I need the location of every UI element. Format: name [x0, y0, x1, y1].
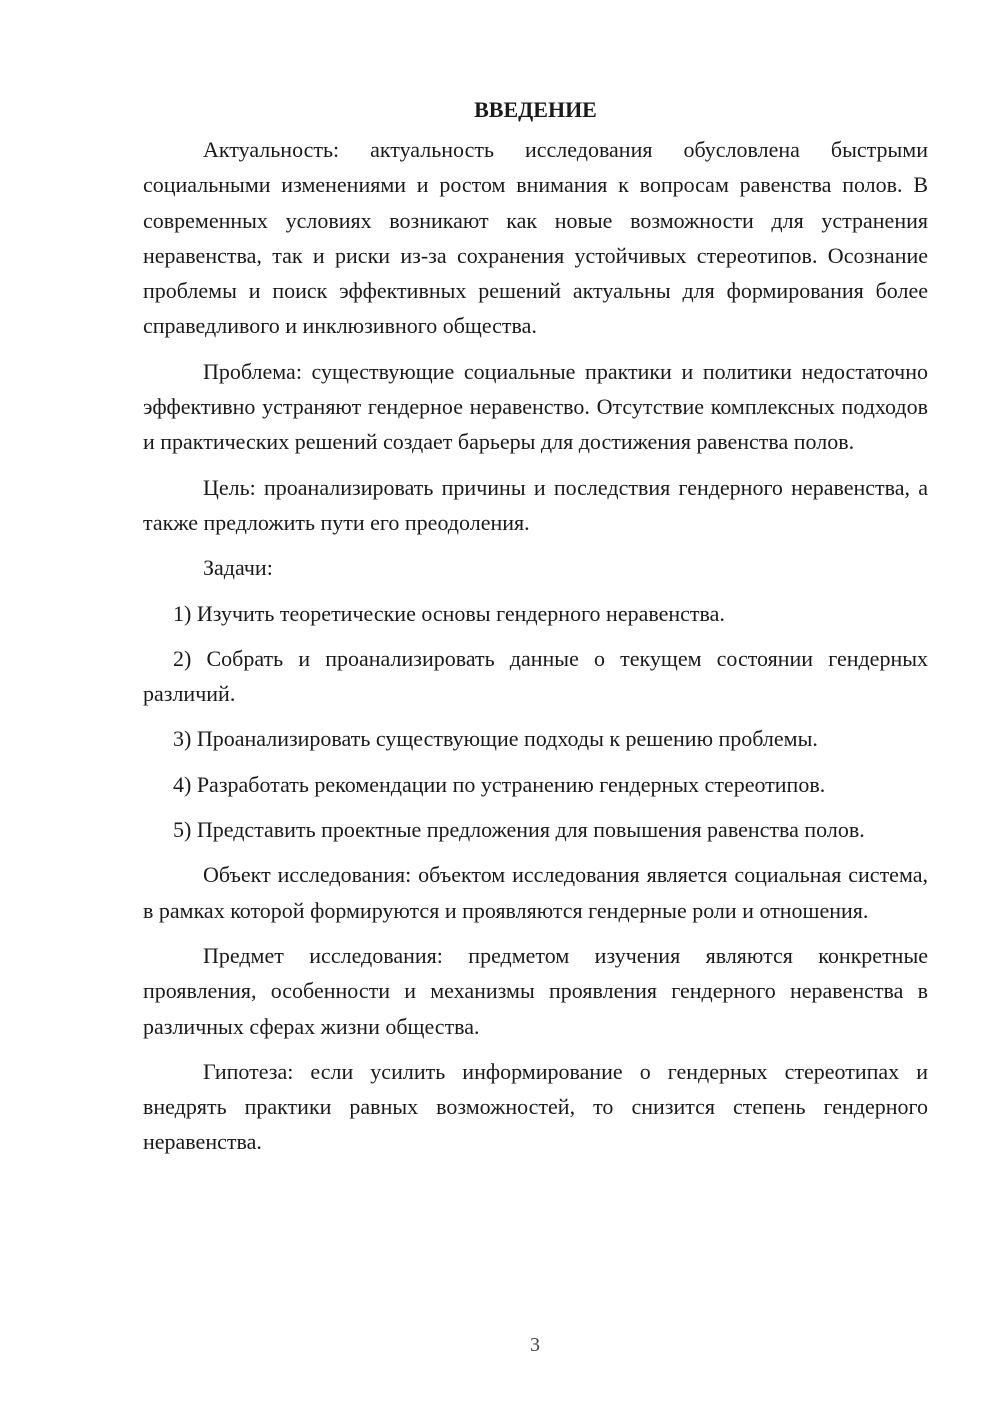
paragraph-object: Объект исследования: объектом исследования является социальная система, в рамках которой формируются и проявляются гендерные роли и отношения.: [143, 862, 928, 923]
document-page: [143, 92, 928, 1170]
paragraph-subject: Предмет исследования: предметом изучения являются конкретные проявления, особенности и механизмы проявления гендерного неравенства в различных сферах жизни общества.: [143, 942, 928, 1039]
tasks-label: Задачи:: [203, 555, 273, 581]
task-item-5: 5) Представить проектные предложения для повышения равенства полов.: [173, 817, 865, 843]
paragraph-goal: Цель: проанализировать причины и последствия гендерного неравенства, а также предложить пути его преодоления.: [143, 474, 928, 535]
task-item-4: 4) Разработать рекомендации по устранению гендерных стереотипов.: [173, 771, 826, 797]
paragraph-relevance: Актуальность: актуальность исследования обусловлена быстрыми социальными изменениями и ростом внимания к вопросам равенства полов. В современных условиях возникают как новые возможности для устранения неравенства, так и риски из-за сохранения устойчивых стереотипов. Осознание проблемы и поиск эффективных решений актуальны для формирования более справедливого и инклюзивного общества.: [143, 137, 928, 339]
task-item-2: 2) Собрать и проанализировать данные о текущем состоянии гендерных различий.: [143, 645, 928, 707]
task-item-1: 1) Изучить теоретические основы гендерного неравенства.: [173, 600, 725, 626]
task-item-3: 3) Проанализировать существующие подходы к решению проблемы.: [173, 726, 818, 752]
page-title: ВВЕДЕНИЕ: [474, 97, 597, 122]
paragraph-problem: Проблема: существующие социальные практики и политики недостаточно эффективно устраняют гендерное неравенство. Отсутствие комплексных подходов и практических решений создает барьеры для достижения равенства полов.: [143, 358, 928, 455]
paragraph-hypothesis: Гипотеза: если усилить информирование о гендерных стереотипах и внедрять практики равных возможностей, то снизится степень гендерного неравенства.: [143, 1058, 928, 1155]
page-number: 3: [530, 1334, 540, 1356]
